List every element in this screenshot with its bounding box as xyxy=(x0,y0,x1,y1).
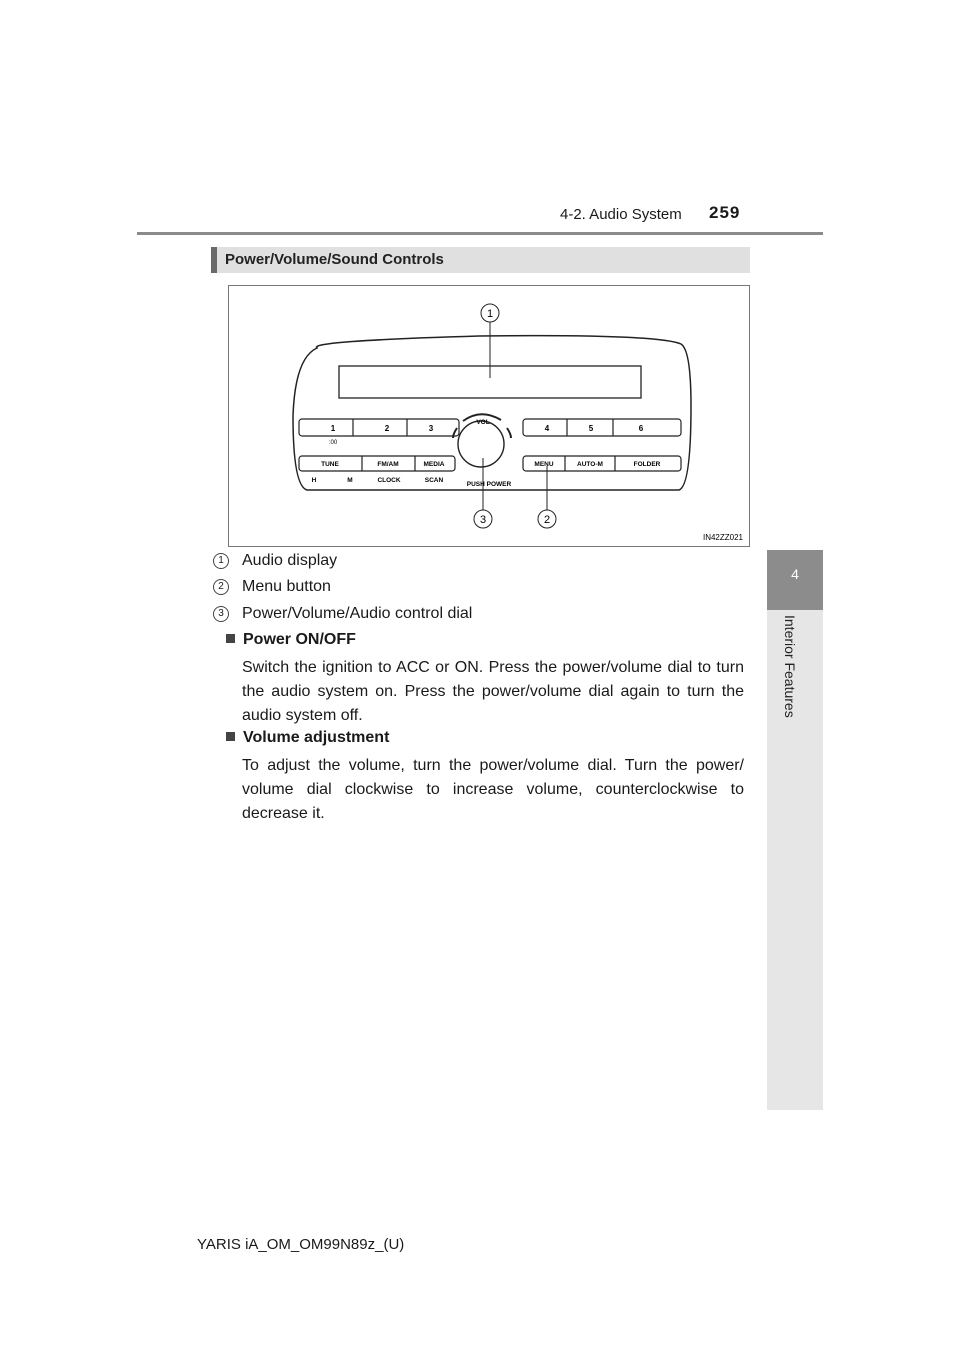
section-heading: Power/Volume/Sound Controls xyxy=(225,251,444,268)
section-heading-bar xyxy=(211,247,750,273)
scan-label: SCAN xyxy=(424,477,444,484)
chapter-tab xyxy=(767,550,823,610)
legend-number: 3 xyxy=(213,606,229,622)
hour-label: H xyxy=(311,477,317,484)
preset-3-label: 3 xyxy=(428,424,434,433)
minute-label: M xyxy=(347,477,353,484)
legend-text: Audio display xyxy=(242,552,338,569)
vol-label: VOL xyxy=(476,419,490,426)
menu-label: MENU xyxy=(534,461,554,468)
subheading-text: Volume adjustment xyxy=(243,729,390,746)
fm-am-label: FM/AM xyxy=(377,461,399,468)
square-bullet-icon xyxy=(226,732,235,741)
audio-unit-figure xyxy=(228,285,750,547)
preset-1-label: 1 xyxy=(330,424,336,433)
folder-label: FOLDER xyxy=(633,461,661,468)
callout-1-label: 1 xyxy=(486,308,494,320)
subheading-volume xyxy=(226,729,389,747)
preset-row-left xyxy=(299,419,459,436)
legend-number: 1 xyxy=(213,553,229,569)
square-bullet-icon xyxy=(226,634,235,643)
page-number: 259 xyxy=(709,203,741,222)
preset-4-label: 4 xyxy=(544,424,550,433)
legend-number: 2 xyxy=(213,579,229,595)
push-power-label: PUSH POWER xyxy=(466,481,512,488)
auto-m-label: AUTO-M xyxy=(577,461,603,468)
tune-label: TUNE xyxy=(321,461,339,468)
callout-2-label: 2 xyxy=(543,514,551,526)
clock-minutes-label: :00 xyxy=(328,440,338,446)
clock-label: CLOCK xyxy=(377,477,401,484)
faceplate-outline xyxy=(293,336,691,490)
audio-unit-illustration xyxy=(229,286,749,546)
legend-text: Power/Volume/Audio control dial xyxy=(242,605,473,622)
chapter-number: 4 xyxy=(791,566,799,582)
header-rule xyxy=(137,232,823,235)
footer-model-code: YARIS iA_OM_OM99N89z_(U) xyxy=(197,1236,405,1253)
preset-5-label: 5 xyxy=(588,424,594,433)
legend-text: Menu button xyxy=(242,578,331,595)
preset-2-label: 2 xyxy=(384,424,390,433)
callout-3-label: 3 xyxy=(479,514,487,526)
media-label: MEDIA xyxy=(423,461,445,468)
figure-code: IN42ZZ021 xyxy=(702,533,743,542)
section-heading-marker xyxy=(211,247,217,273)
subheading-text: Power ON/OFF xyxy=(243,631,356,648)
volume-dial xyxy=(458,421,504,467)
volume-paragraph: To adjust the volume, turn the power/volume dial. Turn the power/ volume dial clockwise to increase volume, counterclockwise to decrease it. xyxy=(242,757,744,822)
subheading-power xyxy=(226,631,356,649)
chapter-title: Interior Features xyxy=(782,615,798,718)
header-section-title: 4-2. Audio System xyxy=(560,206,682,223)
power-paragraph: Switch the ignition to ACC or ON. Press the power/volume dial to turn the audio system on. Press the power/volume dial again to turn the audio system off. xyxy=(242,659,744,724)
preset-6-label: 6 xyxy=(638,424,644,433)
